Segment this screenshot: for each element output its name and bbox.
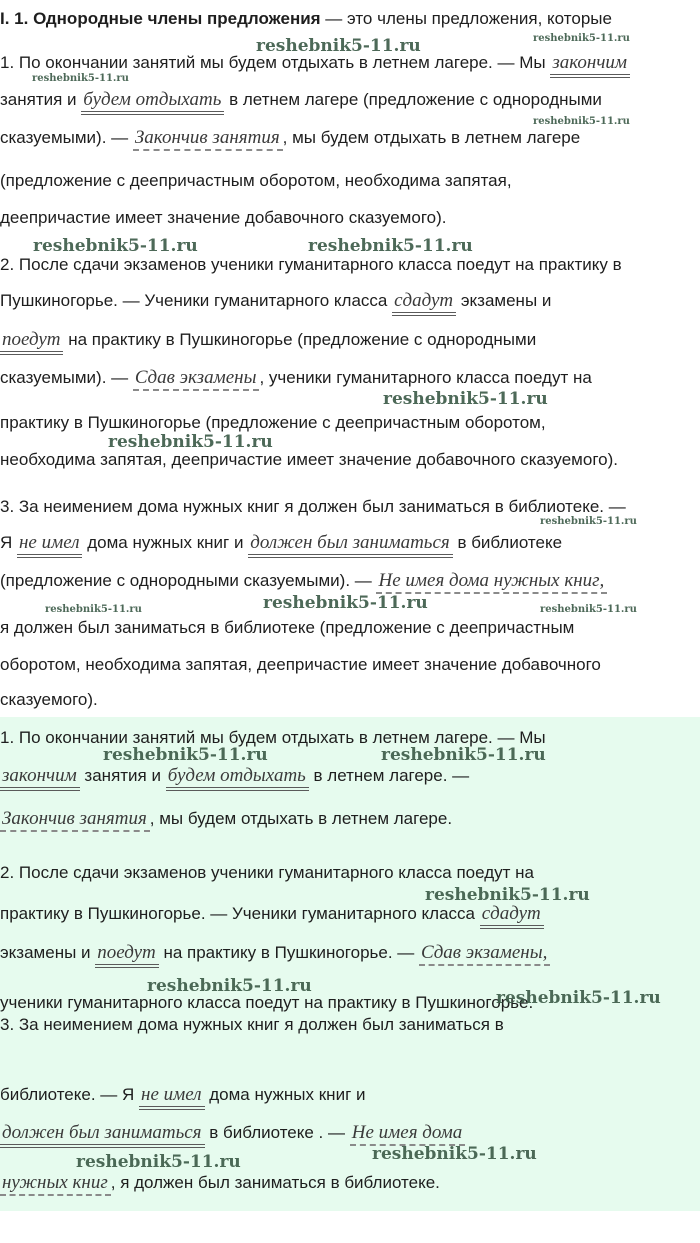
watermark: reshebnik5-11.ru [383,389,548,409]
watermark: reshebnik5-11.ru [263,593,428,613]
watermark: reshebnik5-11.ru [496,988,661,1008]
text-line: Я не имел дома нужных книг и должен был заниматься в библиотеке [0,532,562,554]
text-line: практику в Пушкиногорье (предложение с деепричастным оборотом, [0,413,546,432]
section-heading: I. 1. Однородные члены предложения [0,9,321,28]
watermark: reshebnik5-11.ru [76,1152,241,1172]
text-line: сказуемыми). — Закончив занятия , мы будем отдыхать в летнем лагере [0,127,580,149]
text-line: ученики гуманитарного класса поедут на практику в Пушкиногорье. [0,993,534,1012]
watermark: reshebnik5-11.ru [45,604,142,615]
watermark: reshebnik5-11.ru [533,116,630,127]
text-line: должен был заниматься в библиотеке . — Не имея дома [0,1122,465,1144]
text-line: 1. По окончании занятий мы будем отдыхать в летнем лагере. — Мы закончим [0,52,630,74]
text-line: практику в Пушкиногорье. — Ученики гуманитарного класса сдадут [0,903,544,925]
text-line: 2. После сдачи экзаменов ученики гуманитарного класса поедут на [0,863,534,882]
watermark: reshebnik5-11.ru [540,604,637,615]
watermark: reshebnik5-11.ru [533,33,630,44]
text-line: 2. После сдачи экзаменов ученики гуманитарного класса поедут на практику в [0,255,622,274]
predicate-word: поедут [0,329,63,355]
adverbial-phrase: Не имея дома нужных книг, [376,570,607,594]
predicate-word: закончим [0,765,80,791]
watermark: reshebnik5-11.ru [381,745,546,765]
watermark: reshebnik5-11.ru [32,73,129,84]
adverbial-phrase: нужных книг [0,1172,111,1196]
text-line: занятия и будем отдыхать в летнем лагере (предложение с однородными [0,89,602,111]
text-line: деепричастие имеет значение добавочного сказуемого). [0,208,447,227]
watermark: reshebnik5-11.ru [308,236,473,256]
text-line: (предложение с деепричастным оборотом, необходима запятая, [0,171,512,190]
predicate-word: будем отдыхать [81,89,224,115]
predicate-word: будем отдыхать [166,765,309,791]
text-line: сказуемого). [0,690,98,709]
text-line: сказуемыми). — Сдав экзамены , ученики гуманитарного класса поедут на [0,367,592,389]
predicate-word: должен был заниматься [0,1122,205,1148]
watermark: reshebnik5-11.ru [33,236,198,256]
text-line: закончим занятия и будем отдыхать в летнем лагере. — [0,765,469,787]
text-line: библиотеке. — Я не имел дома нужных книг и [0,1084,366,1106]
predicate-word: должен был заниматься [248,532,453,558]
text-line: 3. За неимением дома нужных книг я должен был заниматься в [0,1015,504,1034]
text-line: I. 1. Однородные члены предложения — это члены предложения, которые [0,9,612,28]
text-line: поедут на практику в Пушкиногорье (предложение с однородными [0,329,536,351]
watermark: reshebnik5-11.ru [372,1144,537,1164]
adverbial-phrase: Закончив занятия [0,808,150,832]
predicate-word: не имел [139,1084,204,1110]
text-line: 1. По окончании занятий мы будем отдыхать в летнем лагере. — Мы [0,728,546,747]
adverbial-phrase: Не имея дома [350,1122,466,1146]
predicate-word: сдадут [392,290,456,316]
adverbial-phrase: Сдав экзамены [133,367,260,391]
watermark: reshebnik5-11.ru [103,745,268,765]
text-line: (предложение с однородными сказуемыми). — Не имея дома нужных книг, [0,570,607,592]
watermark: reshebnik5-11.ru [108,432,273,452]
watermark: reshebnik5-11.ru [256,36,421,56]
predicate-word: поедут [95,942,158,968]
adverbial-phrase: Сдав экзамены, [419,942,550,966]
predicate-word: закончим [550,52,630,78]
text-line: 3. За неимением дома нужных книг я должен был заниматься в библиотеке. — [0,497,626,516]
watermark: reshebnik5-11.ru [540,516,637,527]
adverbial-phrase: Закончив занятия [133,127,283,151]
text-line: Пушкиногорье. — Ученики гуманитарного класса сдадут экзамены и [0,290,551,312]
watermark: reshebnik5-11.ru [147,976,312,996]
watermark: reshebnik5-11.ru [425,885,590,905]
text-line: нужных книг , я должен был заниматься в библиотеке. [0,1172,440,1194]
predicate-word: сдадут [480,903,544,929]
text-line: экзамены и поедут на практику в Пушкиногорье. — Сдав экзамены, [0,942,550,964]
predicate-word: не имел [17,532,82,558]
text-line: необходима запятая, деепричастие имеет значение добавочного сказуемого). [0,450,618,469]
text-line: Закончив занятия , мы будем отдыхать в летнем лагере. [0,808,452,830]
text-line: оборотом, необходима запятая, деепричастие имеет значение добавочного [0,655,601,674]
text-line: я должен был заниматься в библиотеке (предложение с деепричастным [0,618,575,637]
